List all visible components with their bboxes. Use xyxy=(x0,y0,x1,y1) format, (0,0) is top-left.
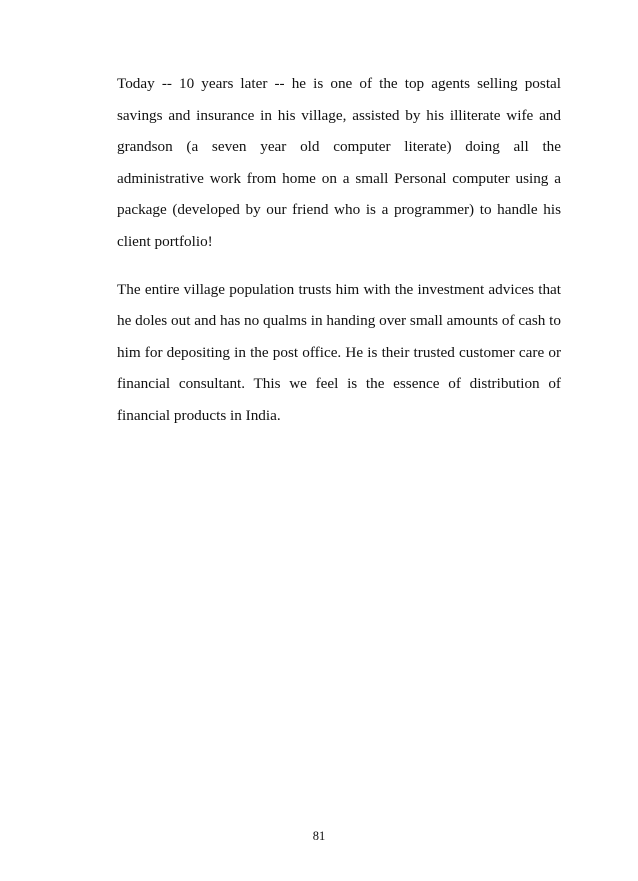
page-body xyxy=(117,68,561,432)
paragraph-village-trust: The entire village population trusts him with the investment advices that he doles out and has no qualms in handing over small amounts of cash to him for depositing in the post office. He is their trusted customer care or financial consultant. This we feel is the essence of distribution of financial products in India. xyxy=(117,280,561,424)
page-number: 81 xyxy=(312,829,326,843)
paragraph-agent-story: Today -- 10 years later -- he is one of the top agents selling postal savings and insurance in his village, assisted by his illiterate wife and grandson (a seven year old computer literate) doing all the administrative work from home on a small Personal computer using a package (developed by our friend who is a programmer) to handle his client portfolio! xyxy=(117,75,561,250)
